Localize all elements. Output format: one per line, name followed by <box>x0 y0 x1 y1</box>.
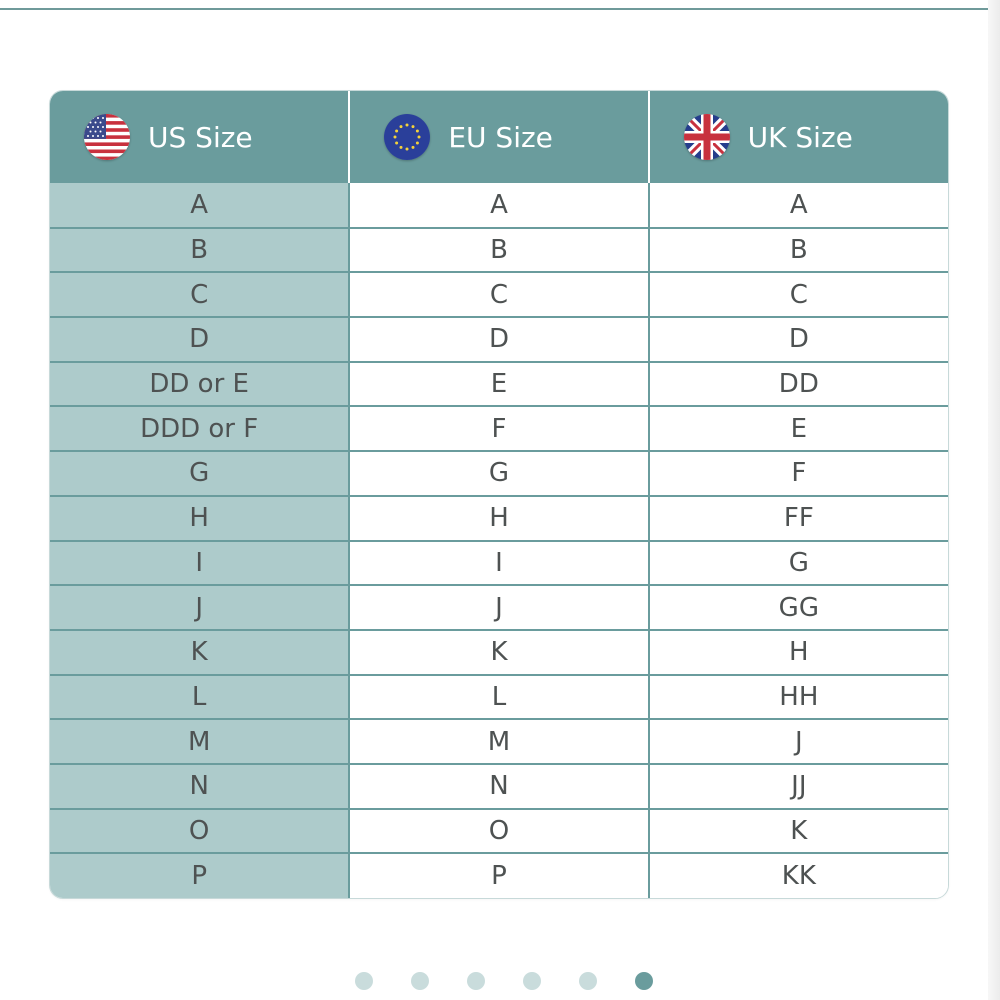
uk-size-cell: DD <box>649 362 948 407</box>
uk-size-cell: JJ <box>649 764 948 809</box>
header-eu-size <box>349 91 648 183</box>
header-uk-size <box>649 91 948 183</box>
eu-size-cell: G <box>349 451 648 496</box>
table-row <box>50 719 948 764</box>
us-size-cell: N <box>50 764 349 809</box>
eu-size-cell: C <box>349 272 648 317</box>
us-flag-icon <box>84 114 130 160</box>
uk-size-cell: A <box>649 183 948 228</box>
header-label: EU Size <box>448 120 553 154</box>
header-label: US Size <box>148 120 253 154</box>
table-row <box>50 317 948 362</box>
eu-size-cell: F <box>349 406 648 451</box>
pagination-dot-3[interactable] <box>467 972 485 990</box>
us-size-cell: H <box>50 496 349 541</box>
table-row <box>50 183 948 228</box>
us-size-cell: DD or E <box>50 362 349 407</box>
us-size-cell: K <box>50 630 349 675</box>
uk-size-cell: GG <box>649 585 948 630</box>
top-divider <box>0 8 1000 10</box>
table-header-row <box>50 91 948 183</box>
table-row <box>50 675 948 720</box>
table-row <box>50 541 948 586</box>
eu-size-cell: B <box>349 228 648 273</box>
uk-size-cell: H <box>649 630 948 675</box>
eu-size-cell: L <box>349 675 648 720</box>
uk-size-cell: FF <box>649 496 948 541</box>
eu-size-cell: H <box>349 496 648 541</box>
us-size-cell: DDD or F <box>50 406 349 451</box>
table-row <box>50 406 948 451</box>
pagination-dot-4[interactable] <box>523 972 541 990</box>
table-row <box>50 764 948 809</box>
header-us-size <box>50 91 349 183</box>
pagination-dot-6[interactable] <box>635 972 653 990</box>
uk-size-cell: B <box>649 228 948 273</box>
table-row <box>50 228 948 273</box>
uk-size-cell: HH <box>649 675 948 720</box>
eu-size-cell: O <box>349 809 648 854</box>
uk-size-cell: F <box>649 451 948 496</box>
uk-size-cell: C <box>649 272 948 317</box>
table-row <box>50 362 948 407</box>
eu-size-cell: I <box>349 541 648 586</box>
us-size-cell: I <box>50 541 349 586</box>
header-label: UK Size <box>747 120 853 154</box>
eu-flag-icon <box>384 114 430 160</box>
table-row <box>50 451 948 496</box>
us-size-cell: D <box>50 317 349 362</box>
eu-size-cell: N <box>349 764 648 809</box>
uk-size-cell: G <box>649 541 948 586</box>
uk-size-cell: J <box>649 719 948 764</box>
eu-size-cell: M <box>349 719 648 764</box>
us-size-cell: B <box>50 228 349 273</box>
us-size-cell: G <box>50 451 349 496</box>
eu-size-cell: A <box>349 183 648 228</box>
uk-size-cell: K <box>649 809 948 854</box>
uk-size-cell: KK <box>649 853 948 898</box>
scroll-edge <box>988 0 1000 1000</box>
table-row <box>50 496 948 541</box>
table-row <box>50 853 948 898</box>
us-size-cell: M <box>50 719 349 764</box>
eu-size-cell: J <box>349 585 648 630</box>
us-size-cell: P <box>50 853 349 898</box>
carousel-pagination <box>0 972 1000 990</box>
table-row <box>50 630 948 675</box>
uk-size-cell: E <box>649 406 948 451</box>
table-row <box>50 272 948 317</box>
uk-flag-icon <box>684 114 730 160</box>
table-row <box>50 585 948 630</box>
table-row <box>50 809 948 854</box>
size-conversion-table <box>49 90 949 899</box>
uk-size-cell: D <box>649 317 948 362</box>
pagination-dot-5[interactable] <box>579 972 597 990</box>
us-size-cell: L <box>50 675 349 720</box>
us-size-cell: O <box>50 809 349 854</box>
pagination-dot-2[interactable] <box>411 972 429 990</box>
us-size-cell: A <box>50 183 349 228</box>
eu-size-cell: D <box>349 317 648 362</box>
eu-size-cell: E <box>349 362 648 407</box>
pagination-dot-1[interactable] <box>355 972 373 990</box>
us-size-cell: C <box>50 272 349 317</box>
us-size-cell: J <box>50 585 349 630</box>
eu-size-cell: K <box>349 630 648 675</box>
eu-size-cell: P <box>349 853 648 898</box>
